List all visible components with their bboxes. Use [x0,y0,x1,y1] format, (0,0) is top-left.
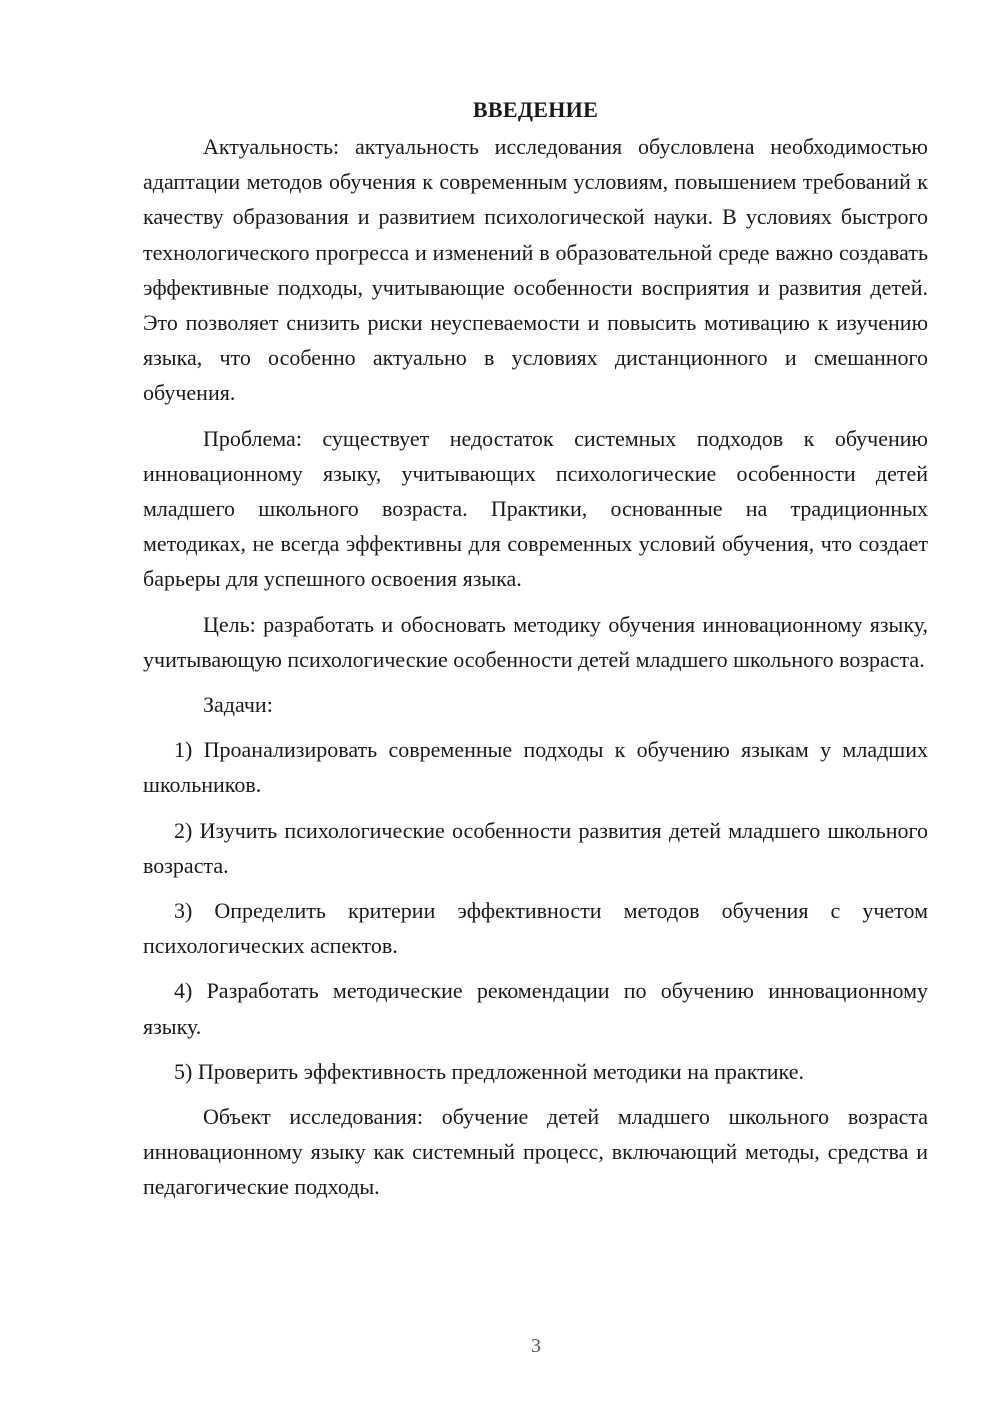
paragraph-relevance: Актуальность: актуальность исследования обусловлена необходимостью адаптации методов обучения к современным условиям, повышением требований к качеству образования и развитием психологической науки. В условиях быстрого технологического прогресса и изменений в образовательной среде важно создавать эффективные подходы, учитывающие особенности восприятия и развития детей. Это позволяет снизить риски неуспеваемости и повысить мотивацию к изучению языка, что особенно актуально в условиях дистанционного и смешанного обучения. [143,134,928,406]
task-item-1: 1) Проанализировать современные подходы к обучению языкам у младших школьников. [143,737,928,798]
task-item-3: 3) Определить критерии эффективности методов обучения с учетом психологических аспектов. [143,898,928,959]
paragraph-goal: Цель: разработать и обосновать методику обучения инновационному языку, учитывающую психологические особенности детей младшего школьного возраста. [143,611,928,672]
section-title: ВВЕДЕНИЕ [472,97,599,122]
task-item-5: 5) Проверить эффективность предложенной методики на практике. [174,1058,804,1084]
page-number: 3 [531,1335,541,1357]
tasks-heading: Задачи: [203,692,273,718]
document-page [143,95,928,1215]
task-item-4: 4) Разработать методические рекомендации по обучению инновационному языку. [143,978,928,1039]
paragraph-problem: Проблема: существует недостаток системных подходов к обучению инновационному языку, учитывающих психологические особенности детей младшего школьного возраста. Практики, основанные на традиционных методиках, не всегда эффективны для современных условий обучения, что создает барьеры для успешного освоения языка. [143,425,928,592]
task-item-2: 2) Изучить психологические особенности развития детей младшего школьного возраста. [143,817,928,878]
paragraph-object: Объект исследования: обучение детей младшего школьного возраста инновационному языку как системный процесс, включающий методы, средства и педагогические подходы. [143,1104,928,1200]
